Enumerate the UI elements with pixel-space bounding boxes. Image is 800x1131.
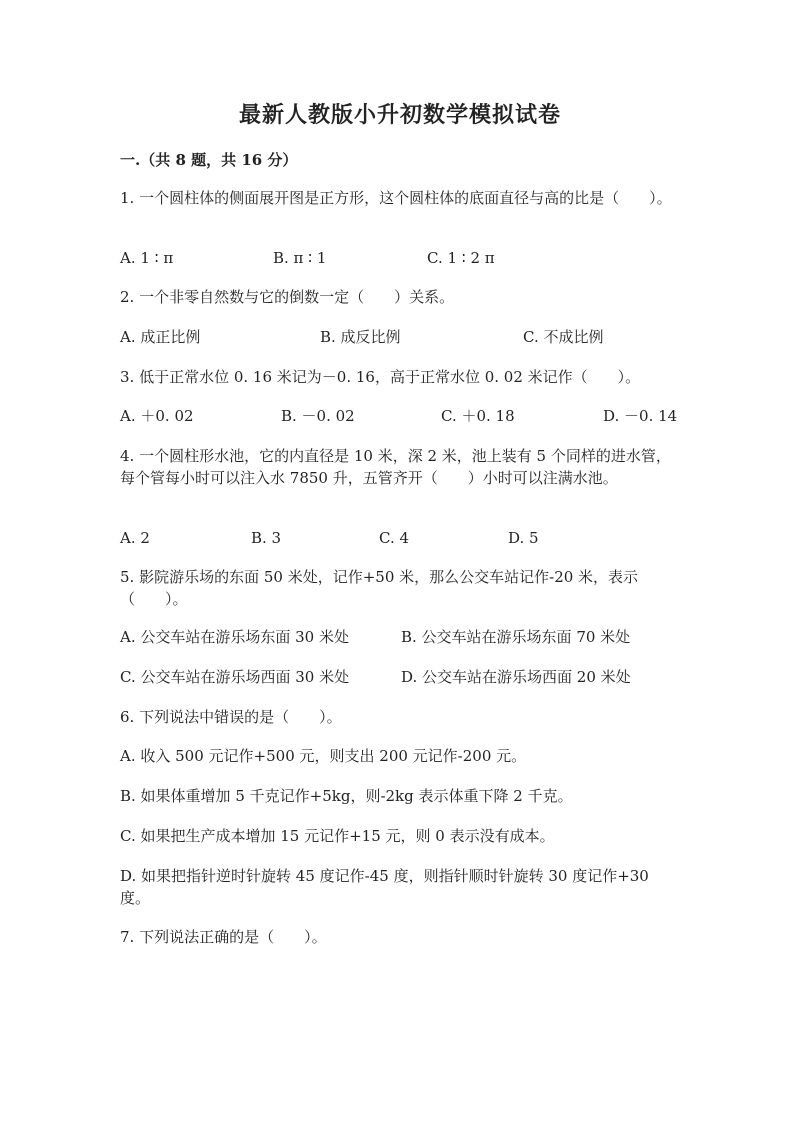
question-4-text: 4. 一个圆柱形水池，它的内直径是 10 米，深 2 米，池上装有 5 个同样的进水管，每个管每小时可以注入水 7850 升，五管齐开（ ）小时可以注满水池。 <box>120 447 671 487</box>
option-d: D. 公交车站在游乐场西面 20 米处 <box>401 668 631 686</box>
question-5-text: 5. 影院游乐场的东面 50 米处，记作+50 米，那么公交车站记作-20 米，表示（ ）。 <box>120 568 639 608</box>
option-d: D. 如果把指针逆时针旋转 45 度记作-45 度，则指针顺时针旋转 30 度记作+30 度。 <box>120 867 649 907</box>
option-b: B. －0. 02 <box>281 407 355 425</box>
option-b: B. 3 <box>251 529 282 547</box>
question-2-options <box>120 326 680 348</box>
option-a: A. 成正比例 <box>120 328 201 346</box>
option-a: A. 收入 500 元记作+500 元，则支出 200 元记作-200 元。 <box>120 747 527 765</box>
question-5-options-row-2 <box>120 666 680 688</box>
question-3-text: 3. 低于正常水位 0. 16 米记为－0. 16，高于正常水位 0. 02 米记作（ ）。 <box>120 368 641 386</box>
option-a: A. 公交车站在游乐场东面 30 米处 <box>120 628 349 646</box>
option-a: A. ＋0. 02 <box>120 407 194 425</box>
question-6-text: 6. 下列说法中错误的是（ ）。 <box>120 708 342 726</box>
option-b: B. 如果体重增加 5 千克记作+5kg，则-2kg 表示体重下降 2 千克。 <box>120 787 573 805</box>
question-1-options <box>120 247 680 269</box>
option-b: B. π ∶ 1 <box>273 249 327 267</box>
option-a: A. 2 <box>120 529 150 547</box>
option-b: B. 成反比例 <box>320 328 401 346</box>
option-c: C. 如果把生产成本增加 15 元记作+15 元，则 0 表示没有成本。 <box>120 827 555 845</box>
option-c: C. 1 ∶ 2 π <box>427 249 495 267</box>
option-c: C. ＋0. 18 <box>441 407 515 425</box>
option-a: A. 1 ∶ π <box>120 249 174 267</box>
option-d: D. 5 <box>508 529 539 547</box>
option-c: C. 公交车站在游乐场西面 30 米处 <box>120 668 350 686</box>
question-5-options-row-1 <box>120 626 680 648</box>
option-c: C. 4 <box>379 529 410 547</box>
option-d: D. －0. 14 <box>603 407 678 425</box>
question-3-options <box>120 405 680 427</box>
question-4-options <box>120 527 680 549</box>
page-title: 最新人教版小升初数学模拟试卷 <box>238 102 561 128</box>
option-c: C. 不成比例 <box>523 328 604 346</box>
question-1-text: 1. 一个圆柱体的侧面展开图是正方形，这个圆柱体的底面直径与高的比是（ ）。 <box>120 189 672 207</box>
question-2-text: 2. 一个非零自然数与它的倒数一定（ ）关系。 <box>120 288 455 306</box>
section-heading: 一.（共 8 题，共 16 分） <box>120 151 298 169</box>
question-7-text: 7. 下列说法正确的是（ ）。 <box>120 928 327 946</box>
option-b: B. 公交车站在游乐场东面 70 米处 <box>401 628 631 646</box>
